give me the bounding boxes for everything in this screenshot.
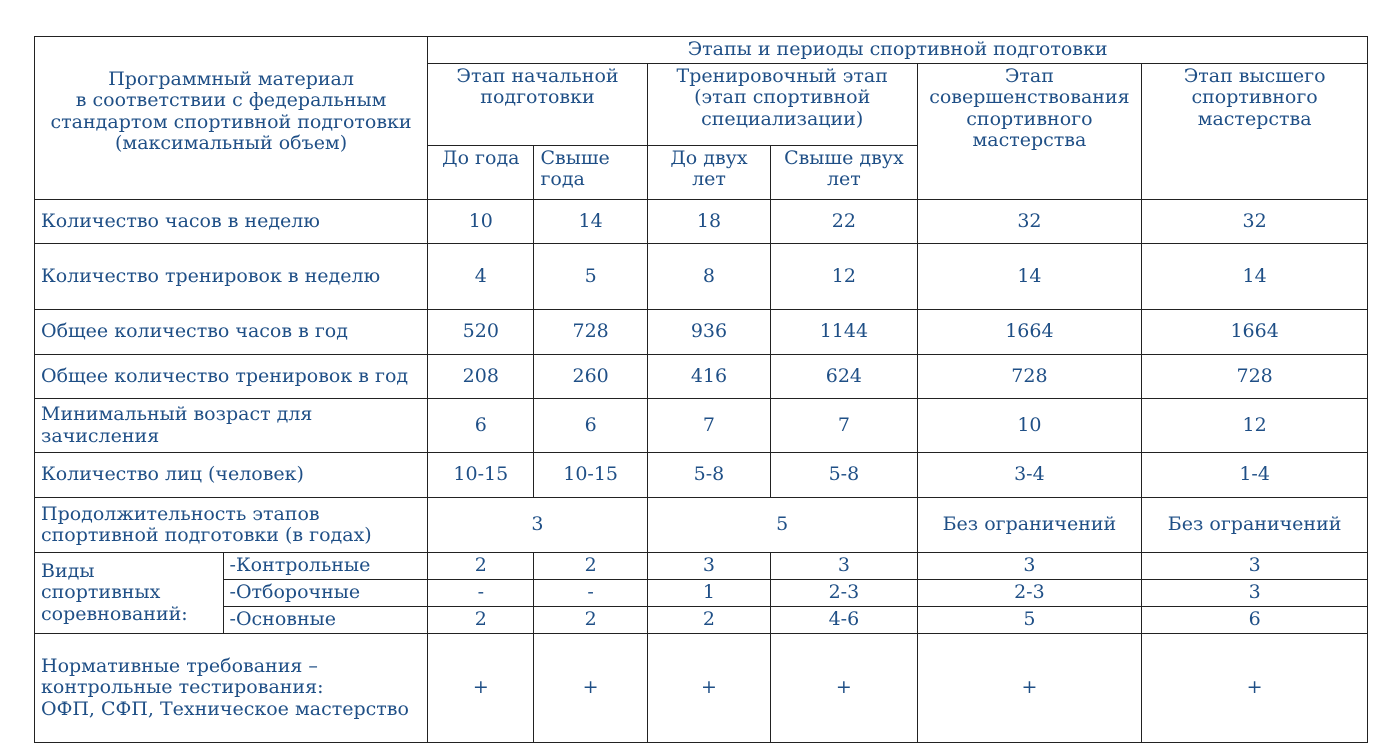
table-cell: 936	[647, 310, 770, 355]
row-label: Количество тренировок в неделю	[35, 244, 428, 310]
competition-type-label: -Отборочные	[223, 580, 428, 607]
normative-label: Нормативные требования – контрольные тестирования: ОФП, СФП, Техническое мастерство	[35, 634, 428, 743]
duration-higher: Без ограничений	[1142, 498, 1368, 553]
competition-row	[35, 607, 1368, 634]
table-cell: 728	[1142, 355, 1368, 399]
table-cell: 3	[1142, 553, 1368, 580]
table-cell: 3-4	[917, 453, 1142, 498]
table-cell: 3	[647, 553, 770, 580]
table-cell: 1-4	[1142, 453, 1368, 498]
table-cell: 2	[534, 553, 647, 580]
table-row	[35, 355, 1368, 399]
table-cell: 624	[771, 355, 917, 399]
row-label: Количество часов в неделю	[35, 200, 428, 244]
program-material-text: Программный материал в соответствии с федеральным стандартом спортивной подготовки (максимальный объем)	[50, 68, 412, 154]
sub-up-to-two-years: До двух лет	[647, 146, 770, 200]
stage-improvement-header: Этап совершенствования спортивного мастерства	[917, 64, 1142, 200]
competition-type-label: -Основные	[223, 607, 428, 634]
training-program-table	[34, 36, 1368, 743]
table-cell: 14	[534, 200, 647, 244]
table-cell: 1664	[917, 310, 1142, 355]
sub-up-to-year: До года	[428, 146, 534, 200]
table-cell: +	[1142, 634, 1368, 743]
table-cell: 10-15	[534, 453, 647, 498]
table-cell: 3	[771, 553, 917, 580]
sub-over-two-years: Свыше двух лет	[771, 146, 917, 200]
table-cell: +	[917, 634, 1142, 743]
table-cell: 260	[534, 355, 647, 399]
header-row-1	[35, 37, 1368, 64]
row-label: Общее количество часов в год	[35, 310, 428, 355]
stage-initial-header: Этап начальной подготовки	[428, 64, 648, 146]
competition-type-label: -Контрольные	[223, 553, 428, 580]
table-cell: 3	[1142, 580, 1368, 607]
sub-over-year: Свыше года	[534, 146, 647, 200]
table-cell: 2	[428, 553, 534, 580]
table-cell: 1664	[1142, 310, 1368, 355]
table-cell: 8	[647, 244, 770, 310]
table-cell: -	[534, 580, 647, 607]
table-row	[35, 200, 1368, 244]
duration-row	[35, 498, 1368, 553]
table-cell: 10	[428, 200, 534, 244]
table-row	[35, 399, 1368, 453]
table-cell: 14	[917, 244, 1142, 310]
table-cell: 4-6	[771, 607, 917, 634]
table-row	[35, 244, 1368, 310]
table-cell: 2	[647, 607, 770, 634]
table-cell: 1	[647, 580, 770, 607]
stage-training-header: Тренировочный этап (этап спортивной специализации)	[647, 64, 917, 146]
stage-higher-header: Этап высшего спортивного мастерства	[1142, 64, 1368, 200]
table-cell: +	[647, 634, 770, 743]
table-cell: +	[534, 634, 647, 743]
table-row	[35, 310, 1368, 355]
table-cell: 728	[917, 355, 1142, 399]
table-cell: 18	[647, 200, 770, 244]
table-cell: 2-3	[771, 580, 917, 607]
table-cell: +	[771, 634, 917, 743]
table-cell: 3	[917, 553, 1142, 580]
table-row	[35, 453, 1368, 498]
row-label: Количество лиц (человек)	[35, 453, 428, 498]
stages-periods-header: Этапы и периоды спортивной подготовки	[428, 37, 1368, 64]
table-cell: 22	[771, 200, 917, 244]
competitions-label: Виды спортивных соревнований:	[35, 553, 224, 634]
table-cell: 7	[647, 399, 770, 453]
table-cell: 10	[917, 399, 1142, 453]
table-cell: 5	[534, 244, 647, 310]
table-cell: 5-8	[647, 453, 770, 498]
table-cell: 6	[1142, 607, 1368, 634]
program-material-header	[35, 37, 428, 200]
table-cell: 12	[771, 244, 917, 310]
table-cell: 5-8	[771, 453, 917, 498]
table-cell: 208	[428, 355, 534, 399]
table-cell: +	[428, 634, 534, 743]
duration-improvement: Без ограничений	[917, 498, 1142, 553]
table-cell: 2	[428, 607, 534, 634]
table-cell: 2-3	[917, 580, 1142, 607]
duration-label: Продолжительность этапов спортивной подготовки (в годах)	[35, 498, 428, 553]
table-cell: 2	[534, 607, 647, 634]
row-label: Минимальный возраст для зачисления	[35, 399, 428, 453]
table-cell: 5	[917, 607, 1142, 634]
table-cell: 14	[1142, 244, 1368, 310]
table-cell: 1144	[771, 310, 917, 355]
duration-training: 5	[647, 498, 917, 553]
table-cell: 10-15	[428, 453, 534, 498]
competition-row	[35, 553, 1368, 580]
row-label: Общее количество тренировок в год	[35, 355, 428, 399]
table-cell: 32	[917, 200, 1142, 244]
table-cell: 728	[534, 310, 647, 355]
table-cell: 32	[1142, 200, 1368, 244]
table-cell: 12	[1142, 399, 1368, 453]
table-cell: 416	[647, 355, 770, 399]
table-cell: 6	[428, 399, 534, 453]
table-cell: 520	[428, 310, 534, 355]
normative-row	[35, 634, 1368, 743]
table-cell: 7	[771, 399, 917, 453]
table-cell: 6	[534, 399, 647, 453]
table-cell: 4	[428, 244, 534, 310]
table-cell: -	[428, 580, 534, 607]
duration-initial: 3	[428, 498, 648, 553]
competition-row	[35, 580, 1368, 607]
